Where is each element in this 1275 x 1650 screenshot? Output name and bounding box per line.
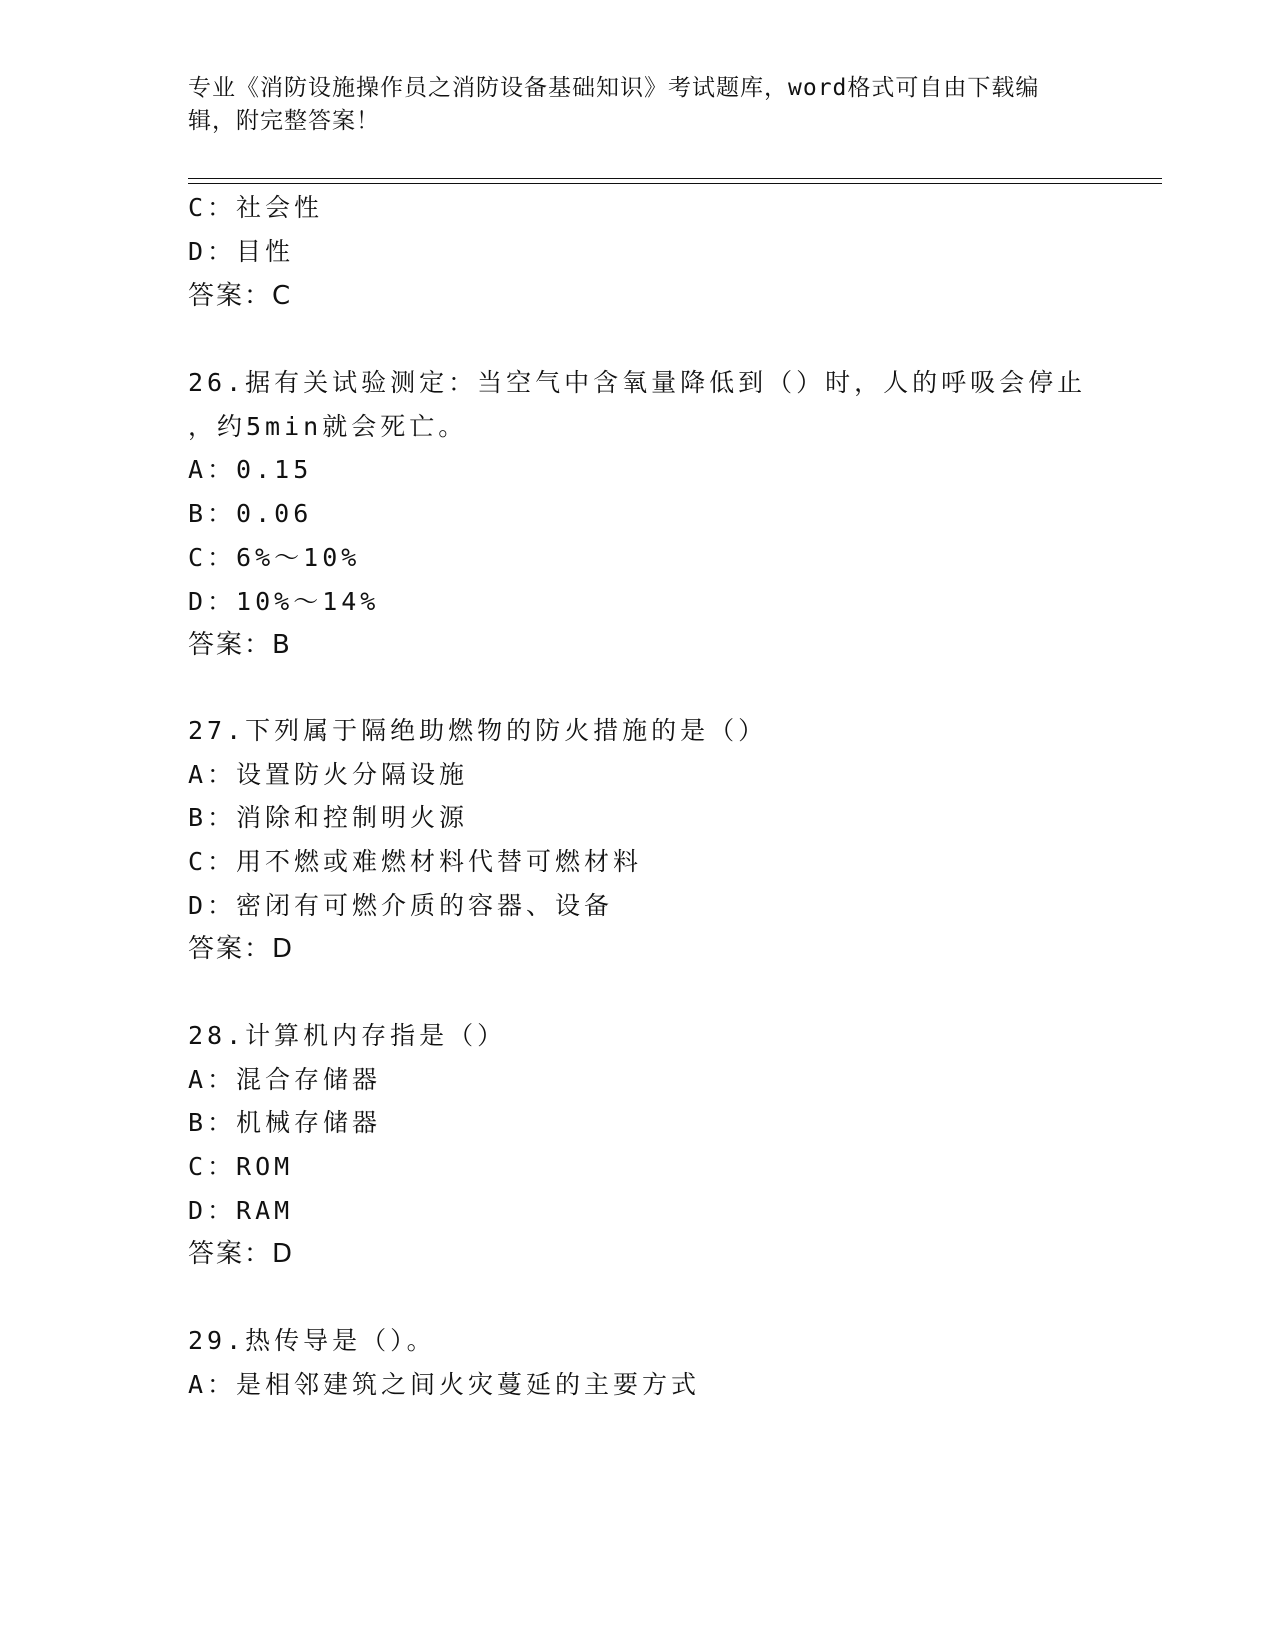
header-divider-bottom (188, 183, 1162, 184)
q26-option-a: A：0.15 (188, 455, 313, 484)
q26-stem-line-2: ，约5min就会死亡。 (188, 412, 468, 441)
q27-option-a: A：设置防火分隔设施 (188, 760, 469, 789)
q25-option-c: C：社会性 (188, 193, 324, 222)
q28-answer: 答案：D (188, 1239, 295, 1269)
q27-option-d: D：密闭有可燃介质的容器、设备 (188, 891, 614, 920)
q26-option-c: C：6%～10% (188, 543, 361, 572)
q28-option-c: C：ROM (188, 1152, 294, 1181)
document-header (188, 72, 1078, 138)
q27-answer: 答案：D (188, 934, 295, 964)
q27-option-c: C：用不燃或难燃材料代替可燃材料 (188, 847, 643, 876)
q28-option-a: A：混合存储器 (188, 1065, 382, 1094)
q28-stem: 28.计算机内存指是（） (188, 1021, 507, 1050)
q25-option-d: D：目性 (188, 237, 295, 266)
q26-option-d: D：10%～14% (188, 587, 380, 616)
q26-answer: 答案：B (188, 630, 292, 660)
q27-stem: 27.下列属于隔绝助燃物的防火措施的是（） (188, 716, 768, 745)
header-line-1: 专业《消防设施操作员之消防设备基础知识》考试题库，word格式可自由下载编 (188, 75, 1040, 101)
q28-option-b: B：机械存储器 (188, 1108, 382, 1137)
q26-stem-line-1: 26.据有关试验测定：当空气中含氧量降低到（）时，人的呼吸会停止 (188, 368, 1087, 397)
header-line-2: 辑，附完整答案！ (188, 108, 380, 134)
q28-option-d: D：RAM (188, 1196, 294, 1225)
q26-option-b: B：0.06 (188, 499, 313, 528)
q25-answer: 答案：C (188, 281, 293, 311)
q27-option-b: B：消除和控制明火源 (188, 803, 469, 832)
header-divider-top (188, 178, 1162, 179)
q29-option-a: A：是相邻建筑之间火灾蔓延的主要方式 (188, 1370, 701, 1399)
q29-stem: 29.热传导是（）。 (188, 1326, 436, 1355)
